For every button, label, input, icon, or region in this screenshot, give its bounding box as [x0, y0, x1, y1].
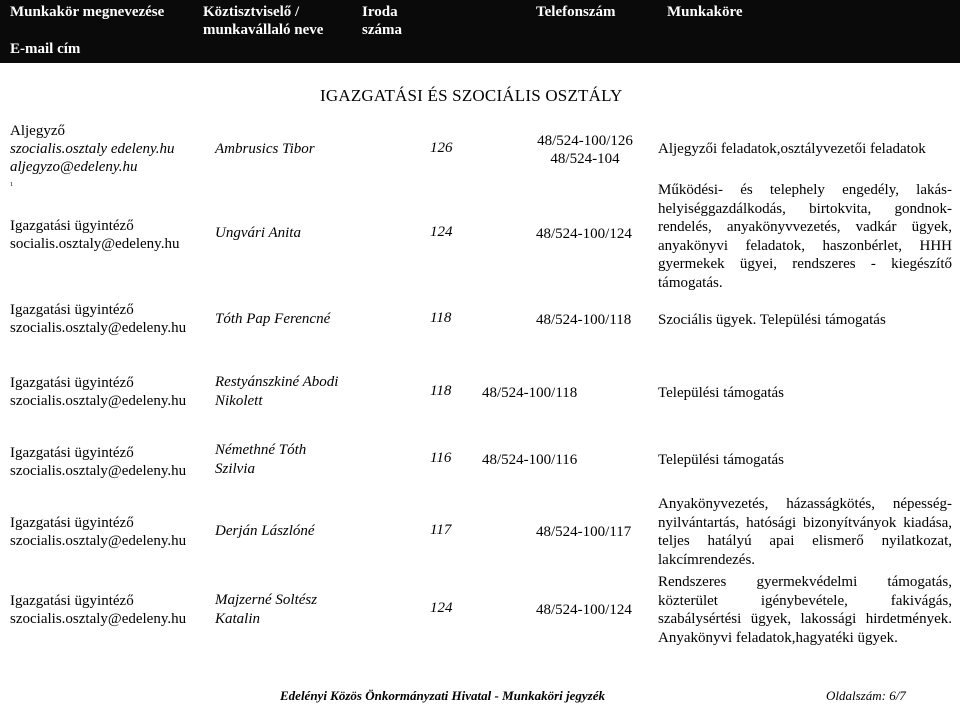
room-number: 118	[430, 383, 452, 399]
duty-description: Aljegyzői feladatok,osztályvezetői feladatok	[658, 141, 926, 157]
employee-name-cell	[215, 591, 317, 629]
contact-cell	[10, 374, 186, 410]
header-phone: Telefonszám	[536, 4, 616, 20]
position-label: Igazgatási ügyintéző	[10, 593, 134, 609]
contact-cell	[10, 514, 186, 550]
duty-description: Anyakönyvezetés, házasságkötés, népesség-nyilvántartás, hatósági bizonyítványok kiadása, teljes hatályú apai elismerő nyilatkozat, lakcímrendezés.	[658, 496, 952, 568]
employee-name: Némethné Tóth	[215, 442, 307, 458]
position-label: Igazgatási ügyintéző	[10, 375, 134, 391]
phone-cell	[534, 132, 636, 168]
employee-name: Derján Lászlóné	[215, 523, 315, 539]
duty-description: Települési támogatás	[658, 452, 784, 468]
email-address[interactable]: szocialis.osztaly@edeleny.hu	[10, 611, 187, 627]
position-label: Igazgatási ügyintéző	[10, 218, 134, 234]
table-header	[0, 0, 960, 63]
employee-name-cell	[215, 373, 338, 411]
email-address[interactable]: szocialis.osztaly@edeleny.hu	[10, 533, 187, 549]
footnote-marker: 1	[10, 182, 13, 188]
email-address[interactable]: szocialis.osztaly@edeleny.hu	[10, 320, 187, 336]
position-label: Aljegyző	[10, 123, 65, 139]
header-duty: Munkaköre	[667, 4, 743, 20]
email-address[interactable]: szocialis.osztaly@edeleny.hu	[10, 393, 187, 409]
employee-name: Restyánszkiné Abodi	[215, 374, 339, 390]
room-number: 124	[430, 600, 453, 616]
employee-name: Katalin	[215, 611, 261, 627]
duty-description: Működési- és telephely engedély, lakás-helyiséggazdálkodás, birtokvita, gondnok-rendelés, anyakönyvvezetés, vadkár ügyek, anyakönyvi feladatok, haszonbérlet, HHH gyermekek ügyei, rendszeres - kiegészítő támogatás.	[658, 182, 952, 291]
duty-description: Szociális ügyek. Települési támogatás	[658, 312, 886, 328]
department-title: IGAZGATÁSI ÉS SZOCIÁLIS OSZTÁLY	[320, 86, 623, 105]
duty-description: Települési támogatás	[658, 385, 784, 401]
employee-name: Nikolett	[215, 393, 263, 409]
position-label: Igazgatási ügyintéző	[10, 302, 134, 318]
contact-cell	[10, 592, 186, 628]
header-employee-line2: munkavállaló neve	[203, 22, 324, 38]
employee-name: Szilvia	[215, 461, 255, 477]
header-room-line1: Iroda	[362, 4, 398, 20]
phone-number: 48/524-100/116	[482, 452, 578, 468]
room-number: 124	[430, 224, 453, 240]
position-label: Igazgatási ügyintéző	[10, 445, 134, 461]
header-position: Munkakör megnevezése	[10, 4, 165, 20]
room-number: 118	[430, 310, 452, 326]
phone-number: 48/524-100/124	[536, 226, 632, 242]
position-label: Igazgatási ügyintéző	[10, 515, 134, 531]
contact-cell	[10, 301, 186, 337]
email-address[interactable]: aljegyzo@edeleny.hu	[10, 159, 138, 175]
header-room-line2: száma	[362, 22, 402, 38]
employee-name: Tóth Pap Ferencné	[215, 311, 331, 327]
phone-number: 48/524-100/126	[537, 133, 633, 149]
employee-name: Majzerné Soltész	[215, 592, 318, 608]
document-title: Edelényi Közös Önkormányzati Hivatal - Munkaköri jegyzék	[280, 688, 606, 703]
room-number: 117	[430, 522, 452, 538]
contact-cell	[10, 444, 186, 480]
contact-cell	[10, 122, 175, 194]
room-number: 116	[430, 450, 452, 466]
email-address[interactable]: szocialis.osztaly@edeleny.hu	[10, 463, 187, 479]
page-number: Oldalszám: 6/7	[826, 688, 906, 703]
phone-number: 48/524-100/117	[536, 524, 632, 540]
phone-number: 48/524-104	[550, 151, 620, 167]
employee-name-cell	[215, 441, 306, 479]
email-address[interactable]: socialis.osztaly@edeleny.hu	[10, 236, 180, 252]
email-address[interactable]: szocialis.osztaly edeleny.hu	[10, 141, 175, 157]
phone-number: 48/524-100/118	[536, 312, 632, 328]
contact-cell	[10, 217, 179, 253]
header-email: E-mail cím	[10, 41, 81, 57]
room-number: 126	[430, 140, 453, 156]
employee-name: Ungvári Anita	[215, 225, 301, 241]
phone-number: 48/524-100/118	[482, 385, 578, 401]
header-employee-line1: Köztisztviselő /	[203, 4, 300, 20]
duty-description: Rendszeres gyermekvédelmi támogatás, közterület igénybevétele, fakivágás, szabálysértési ügyek, lakossági hirdetmények. Anyakönyvi feladatok,hagyatéki ügyek.	[658, 574, 952, 646]
phone-number: 48/524-100/124	[536, 602, 632, 618]
employee-name: Ambrusics Tibor	[215, 141, 315, 157]
